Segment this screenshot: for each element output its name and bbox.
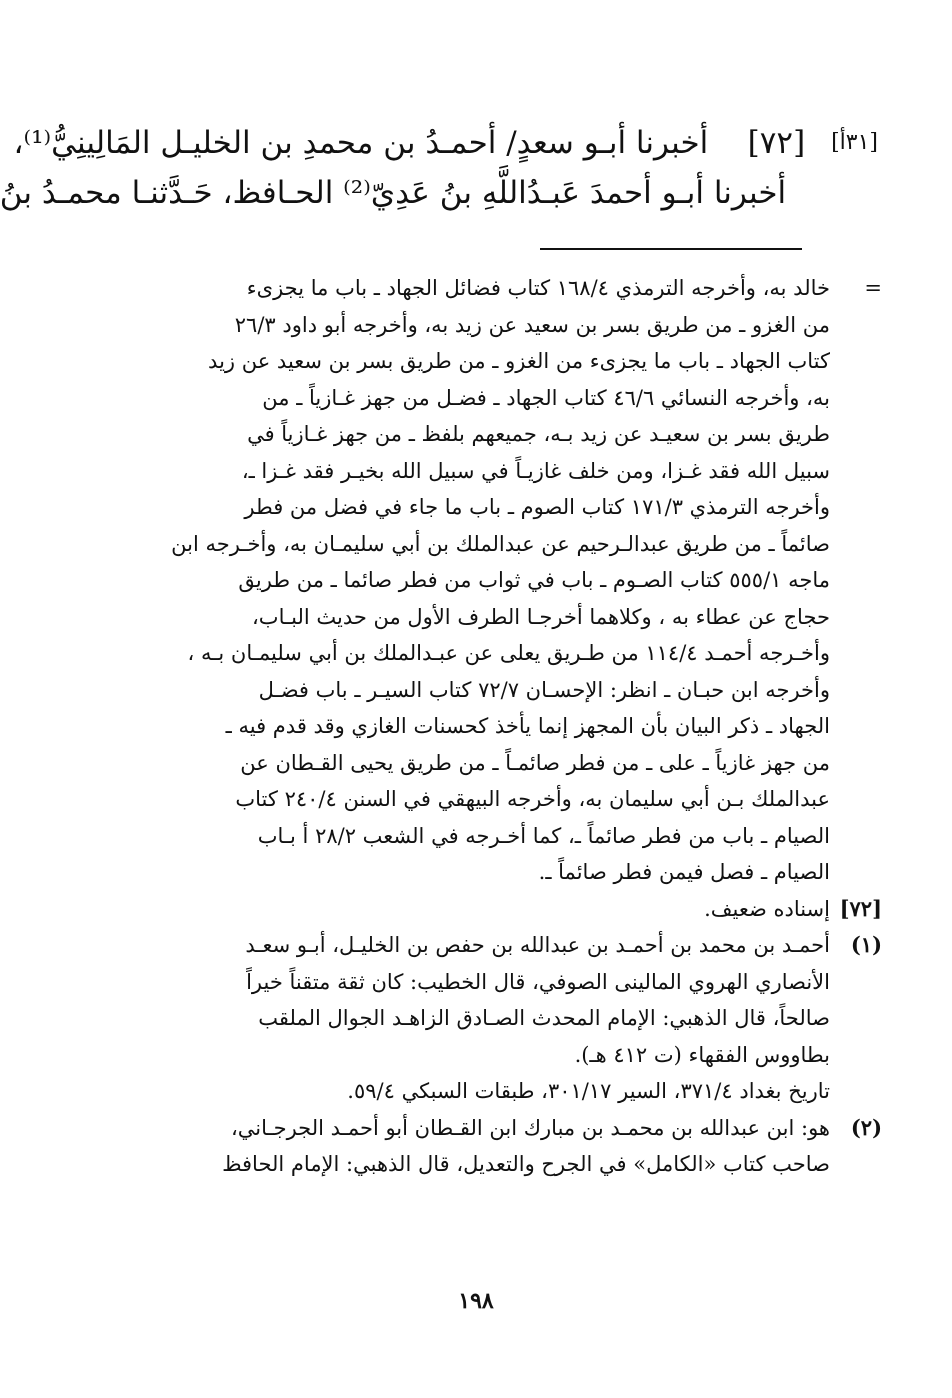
page-number: ١٩٨ [458,1288,494,1314]
footnote-continuation-line: = خالد به، وأخرجه الترمذي ١٦٨/٤ كتاب فضائل الجهاد ـ باب ما يجزىء [32,270,882,307]
footnote-1-line: صالحاً، قال الذهبي: الإمام المحدث الصـادق الزاهـد الجوال الملقب [258,1006,830,1030]
entry-number: [٧٢] [747,125,806,161]
footnote-separator [540,248,802,250]
footnote-continuation-line: الصيام ـ فصل فيمن فطر صائماً ـ. [538,860,830,884]
footnote-continuation-line: وأخـرجه أحمـد ١١٤/٤ من طـريق يعلى عن عبـدالملك بن أبي سليمـان بـه ، [187,641,830,665]
footnote-continuation-line: ماجه ٥٥٥/١ كتاب الصـوم ـ باب في ثواب من فطر صائما ـ من طريق [238,568,830,592]
footnote-1: (١) أحمـد بن محمد بن أحمـد بن عبدالله بن حفص بن الخليـل، أبـو سعـد [32,927,882,964]
footnote-continuation-line: عبدالملك بـن أبي سليمان به، وأخرجه البيهقي في السنن ٢٤٠/٤ كتاب [235,787,830,811]
footnote-2-line: صاحب كتاب «الكامل» في الجرح والتعديل، قال الذهبي: الإمام الحافظ [222,1152,830,1176]
footnote-continuation-line: من الغزو ـ من طريق بسر بن سعيد عن زيد به، وأخرجه أبو داود ٢٦/٣ [234,312,830,337]
footnote-continuation-line: الصيام ـ باب من فطر صائماً ـ، كما أخـرجه في الشعب ٢٨/٢ أ بـاب [257,823,830,848]
main-text-line [13,118,878,168]
footnote-continuation-line: وأخرجه ابن حبـان ـ انظر: الإحسـان ٧٢/٧ كتاب السيـر ـ باب فضـل [258,677,830,702]
footnote-1-marker: (١) [850,932,882,957]
footnote-continuation-line: من جهز غازياً ـ على ـ من فطر صائمـاً ـ من طريق يحيى القـطان عن [240,750,830,775]
footnote-continuation-line: كتاب الجهاد ـ باب ما يجزىء من الغزو ـ من طريق بسر بن سعيد عن زيد [208,349,830,373]
footnote-2-marker: (٢) [850,1114,882,1140]
footnote-1-line: بطاووس الفقهاء (ت ٤١٢ هـ). [574,1042,830,1067]
grading-marker: [٧٢] [839,895,882,921]
footnote-1-line: الأنصاري الهروي المالينى الصوفي، قال الخطيب: كان ثقة متقناً خيراً [246,969,830,994]
main-text [0,118,878,218]
footnote-continuation-line: سبيل الله فقد غـزا، ومن خلف غازيـاً في سبيل الله بخيـر فقد غـزا ـ، [241,458,830,483]
footnote-2: (٢) هو: ابن عبدالله بن محمـد بن مبارك ابن القـطان أبو أحمـد الجرجـاني، [32,1110,882,1147]
footnote-continuation-line: حجاج عن عطاء به ، وكلاهما أخرجـا الطرف الأول من حديث البـاب، [252,604,830,629]
footnote-1-line: تاريخ بغداد ٣٧١/٤، السير ٣٠١/١٧، طبقات السبكي ٥٩/٤. [347,1079,830,1103]
grading-note [32,891,882,928]
footnote-continuation-line: طريق بسر بن سعيـد عن زيد بـه، جميعهم بلفظ ـ من جهز غـازياً في [247,422,830,446]
footnote-continuation-line: صائماً ـ من طريق عبدالـرحيم عن عبدالملك بن أبي سليمـان به، وأخـرجه ابن [171,531,830,556]
footnotes [32,270,882,1183]
continuation-marker: = [864,276,882,300]
main-text-line-2: أخبرنا أبـو أحمدَ عَبـدُاللَّهِ بنُ عَدِيّ⁽²⁾ الحـافظ، حَـدَّثنـا محمـدُ بنُ [0,175,787,211]
footnote-continuation-line: به، وأخرجه النسائي ٤٦/٦ كتاب الجهاد ـ فضـل من جهز غـازياً ـ من [262,385,830,410]
folio-marker: [٣١أ] [831,130,878,155]
main-text-line-1: أخبرنا أبـو سعدٍ/ أحمـدُ بن محمدِ بن الخليـل المَالِينِيُّ⁽¹⁾، [13,125,709,161]
footnote-continuation-line: الجهاد ـ ذكر البيان بأن المجهز إنما يأخذ كحسنات الغازي وقد قدم فيه ـ [225,714,830,738]
grading-text: إسناده ضعيف. [704,896,830,921]
footnote-continuation-line: وأخرجه الترمذي ١٧١/٣ كتاب الصوم ـ باب ما جاء في فضل من فطر [244,495,830,519]
main-text-line [0,168,878,218]
